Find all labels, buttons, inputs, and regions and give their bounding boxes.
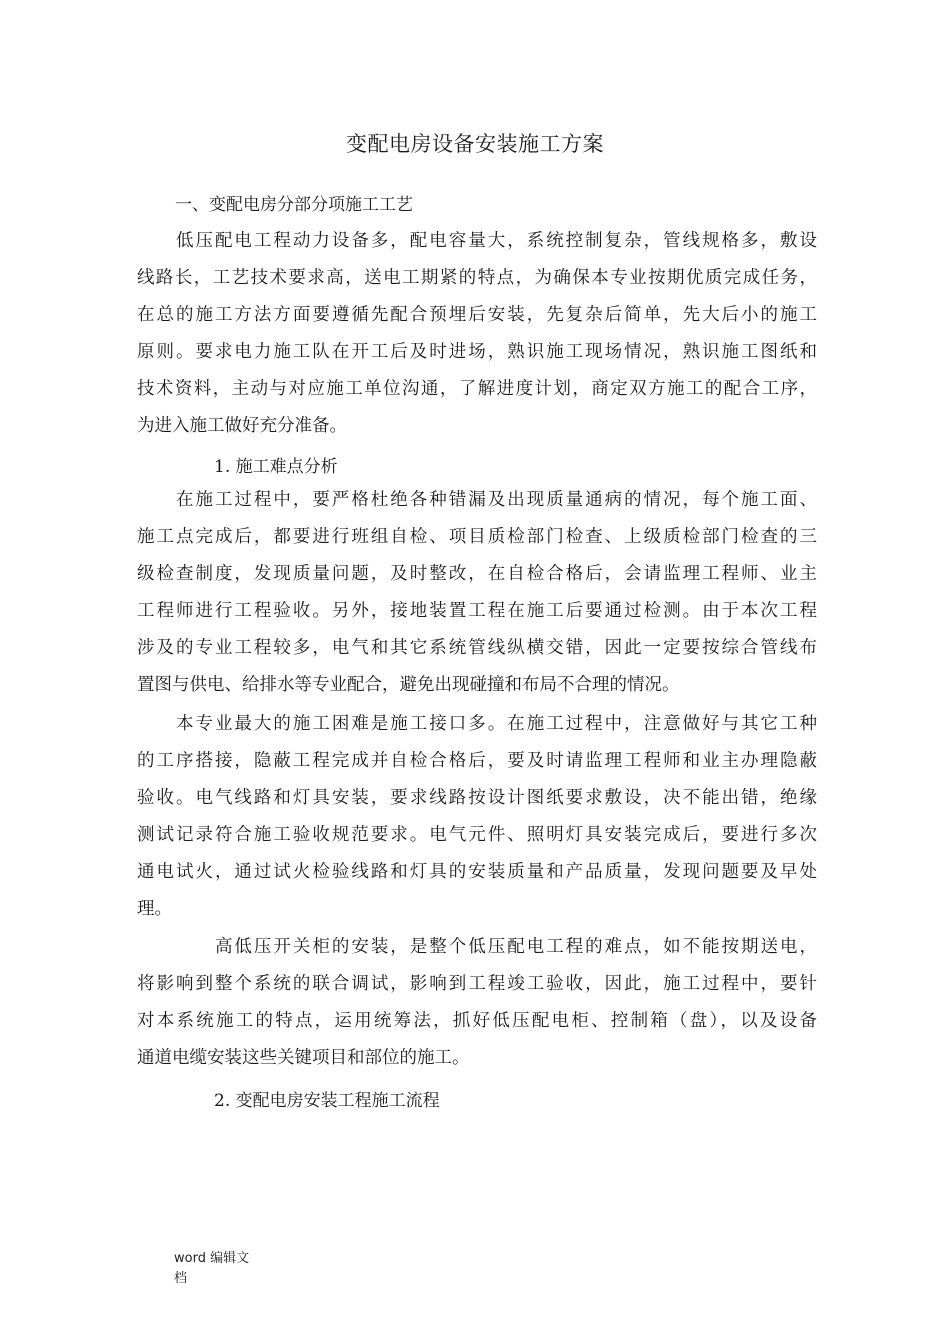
paragraph-line: 验收。电气线路和灯具安装，要求线路按设计图纸要求敷设，决不能出错，绝缘 [137,788,817,808]
paragraph-line: 线路长，工艺技术要求高，送电工期紧的特点，为确保本专业按期优质完成任务， [137,268,817,288]
paragraph-line: 施工点完成后，都要进行班组自检、项目质检部门检查、上级质检部门检查的三 [137,527,817,547]
footer-line: 档 [174,1271,188,1286]
paragraph-line: 技术资料，主动与对应施工单位沟通，了解进度计划，商定双方施工的配合工序， [137,379,817,399]
paragraph-4 [137,929,817,1077]
paragraph-line: 置图与供电、给排水等专业配合，避免出现碰撞和布局不合理的情况。 [137,675,680,695]
paragraph-line: 本专业最大的施工困难是施工接口多。在施工过程中，注意做好与其它工种 [137,714,817,734]
paragraph-line: 高低压开关柜的安装，是整个低压配电工程的难点，如不能按期送电， [137,937,817,957]
footer-line: word 编辑文 [174,1251,250,1266]
paragraph-line: 将影响到整个系统的联合调试，影响到工程竣工验收，因此，施工过程中，要针 [137,974,817,994]
paragraph-line: 通电试火，通过试火检验线路和灯具的安装质量和产品质量，发现问题要及早处 [137,862,817,882]
paragraph-3 [137,706,817,928]
paragraph-line: 原则。要求电力施工队在开工后及时进场，熟识施工现场情况，熟识施工图纸和 [137,342,817,362]
footer-watermark [174,1249,249,1289]
paragraph-line: 理。 [137,899,172,919]
paragraph-line: 的工序搭接，隐蔽工程完成并自检合格后，要及时请监理工程师和业主办理隐蔽 [137,751,817,771]
paragraph-1 [137,223,817,445]
paragraph-line: 为进入施工做好充分准备。 [137,416,347,436]
paragraph-line: 涉及的专业工程较多，电气和其它系统管线纵横交错，因此一定要按综合管线布 [137,638,817,658]
section-heading: 一、变配电房分部分项施工工艺 [175,195,413,215]
paragraph-line: 测试记录符合施工验收规范要求。电气元件、照明灯具安装完成后，要进行多次 [137,825,817,845]
paragraph-2 [137,482,817,704]
paragraph-line: 通道电缆安装这些关键项目和部位的施工。 [137,1048,470,1068]
subheading-2: 2. 变配电房安装工程施工流程 [214,1091,440,1111]
paragraph-line: 在总的施工方法方面要遵循先配合预埋后安装，先复杂后简单，先大后小的施工 [137,305,817,325]
paragraph-line: 对本系统施工的特点，运用统筹法，抓好低压配电柜、控制箱（盘），以及设备 [137,1011,817,1031]
paragraph-line: 低压配电工程动力设备多，配电容量大，系统控制复杂，管线规格多，敷设 [137,231,817,251]
document-title: 变配电房设备安装施工方案 [346,132,604,156]
paragraph-line: 级检查制度，发现质量问题，及时整改，在自检合格后，会请监理工程师、业主 [137,564,817,584]
paragraph-line: 在施工过程中，要严格杜绝各种错漏及出现质量通病的情况，每个施工面、 [137,490,817,510]
paragraph-line: 工程师进行工程验收。另外，接地装置工程在施工后要通过检测。由于本次工程 [137,601,817,621]
subheading-1: 1. 施工难点分析 [214,457,338,477]
